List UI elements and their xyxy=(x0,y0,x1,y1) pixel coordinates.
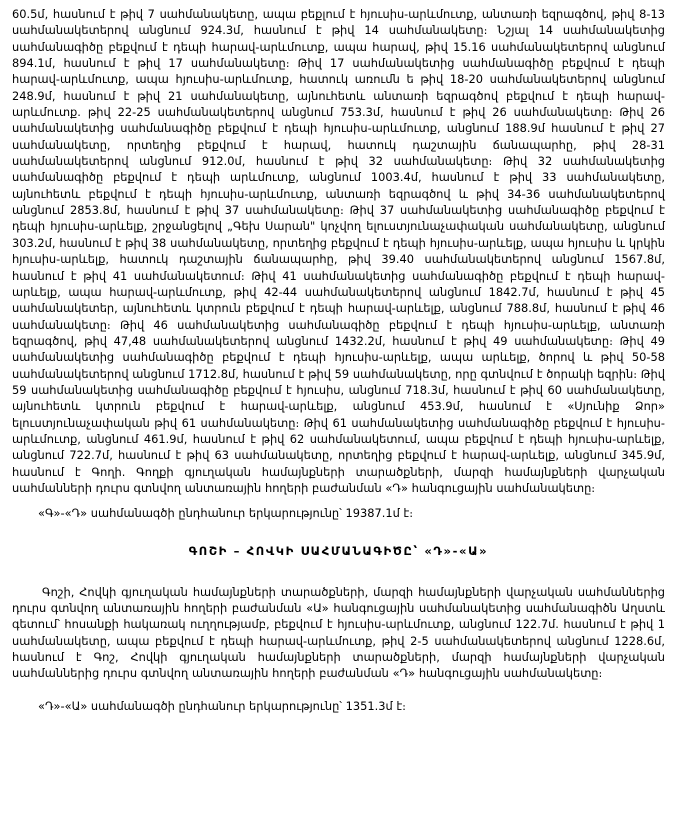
spacer xyxy=(12,682,665,698)
total-length-d-a: «Դ»-«Ա» սահմանագծի ընդհանուր երկարությունը՝ 1351.3մ է։ xyxy=(38,698,407,713)
paragraph-boundary-g-d: 60.5մ, հասնում է թիվ 7 սահմանակետը, ապա բեքլում է հյուսիս-արևմուտք, անտառի եզրագծով, թիվ 8-13 սահմանակետերով անցնում 924.3մ, հասնում է թիվ 14 սահմանակետը։ Նշյալ 14 սահմանակետից սահմանագիծը բեքվում է դեպի հարավ-արևմուտք, ապա հարավ, թիվ 15.16 սահմանակետերով անցնում 894.1մ, հասնում է թիվ 17 սահմանակետը։ Թիվ 17 սահմանակետից սահմանագիծը բեքվում է դեպի հարավ-արևմուտք, ապա հյուսիս-արևմուտք, հատուկ առումն ե թիվ 18-20 սահմանակետերով անցնում 248.9մ, հասնում է թիվ 21 սահմանակետը, այնուհետև անտառի եզրագծով բեքվում է դեպի հարավ-արևմուտք. թիվ 22-25 սահմանակետերով անցնում 753.3մ, հասնում է թիվ 26 սահմանակետը։ Թիվ 26 սահմանակետից սահմանագիծը բեքվում է դեպի հյուսիս-արևմուտք, անցնում 188.9մ հասնում է թիվ 27 սահմանակետը, որտեղից բեքվում է հարավ, հատուկ դաշտային ճանապարհը, թիվ 28-31 սահմանակետերով անցնում 912.0մ, հասնում է թիվ 32 սահմանակետը։ Թիվ 32 սահմանակետից սահմանագիծը բեքվում է դեպի արևմուտք, անցնում 1003.4մ, հասնում է թիվ 33 սահմանակետը, այնուհետև բեքվում է դեպի հյուսիս-արևմուտք, անտառի եզրագծով և թիվ 34-36 սահմանակետերով անցնում 2853.8մ, հասնում է թիվ 37 սահմանակետը։ Թիվ 37 սահմանակետից սահմանագիծը բեքվում է դեպի հյուսիս-արևելք, շրջանցելով „Գեխ Սարան" կոչվող ելուստյունաչափական սահմանակետը, անցնում 303.2մ, հասնում է թիվ 38 սահմանակետը, որտեղից բեքվում է դեպի հյուսիս-արևելք, ապա հյուսիս և կրկին հյուսիս-արևելք, հատուկ դաշտային ճանապարհը, թիվ 39.40 սահմանակետերով անցնում 1567.8մ, հասնում է թիվ 41 սահմանակետում։ Թիվ 41 սահմանակետից սահմանագիծը բեքվում է դեպի հարավ-արևելք, ապա հարավ-արևմուտք, թիվ 42-44 սահմանակետերով անցնում 1842.7մ, հասնում է թիվ 45 սահմանակետեր, այնուհետև կտրուն բեքվում է դեպի հարավ-արևելք, անցնում 788.8մ, հասնում է թիվ 46 սահմանակետը։ Թիվ 46 սահմանակետից սահմանագիծը բեքվում է դեպի հյուսիս-արևելք, անտառի եզրագծով, թիվ 47,48 սահմանակետերով անցնում 1432.2մ, հասնում է թիվ 49 սահմանակետը։ Թիվ 49 սահմանակետից սահմանագիծը բեքվում է դեպի հյուսիս-արևելք, ապա արևելք, ծորով և թիվ 50-58 սահմանակետերով անցնում 1712.8մ, հասնում է թիվ 59 սահմանակետը, որը գտնվում է ծորակի եզրին։ Թիվ 59 սահմանակետից սահմանագիծը բեքվում է հյուսիս, անցնում 718.3մ, հասնում է թիվ 60 սահմանակետը, այնուհետև կտրուն բեքվում է հարավ-արևելք, անցնում 453.9մ, հասնում է «Սյունիք Ձոր» ելուստյունաչափական թիվ 61 սահմանակետը։ Թիվ 61 սահմանակետից սահմանագիծը բեքվում է հյուսիս-արևմուտք, անցնում 461.9մ, հասնում է թիվ 62 սահմանակետում, ապա բեքվում է դեպի հյուսիս-արևելք, անցնում 722.7մ, հասնում է թիվ 63 սահմանակետը, որտեղից բեքվում է հարավ-արևելք, անցնում 345.9մ, հասնում է Գողի. Գողքի գյուղական համայնքների տարածքների, մարզի համայնքների վարչական սահմանների դուրս գտնվող անտառային հողերի բաժանման «Դ» հանգուցային սահմանակետը։ xyxy=(12,7,665,495)
spacer xyxy=(12,522,665,544)
paragraph-boundary-d-a: Գոշի, Հովկի գյուղական համայնքների տարածքների, մարզի համայնքների վարչական սահմաններից դուրս գտնվող անտառային հողերի բաժանման «Ա» հանգուցային սահմանակետից սահմանագիծն Աղստև գետում՝ հոսանքի հակառակ ուղղությամբ, բեքվում է հյուսիս-արևմուտք, անցնում 122.7մ. հասնում է թիվ 1 սահմանակետը, ապա բեքվում է դեպի հարավ-արևմուտք, թիվ 2-5 սահմանակետերով անցնում 1228.6մ, հասնում է Գոշ, Հովկի գյուղական համայնքների տարածքների, մարզի համայնքների վարչական սահմաններից դուրս գտնվող անտառային հողերի բաժանման «Դ» հանգուցային սահմանակետը։ xyxy=(12,584,665,681)
spacer xyxy=(12,558,665,584)
total-length-g-d: «Գ»-«Դ» սահմանագծի ընդհանուր երկարությունը՝ 19387.1մ է։ xyxy=(38,506,414,521)
spacer xyxy=(12,496,665,505)
section-heading-gosh-hovk: ԳՈՇԻ – ՀՈՎԿԻ ՍԱՀՄԱՆԱԳԻԾԸ՝ «Դ»-«Ա» xyxy=(188,543,489,558)
